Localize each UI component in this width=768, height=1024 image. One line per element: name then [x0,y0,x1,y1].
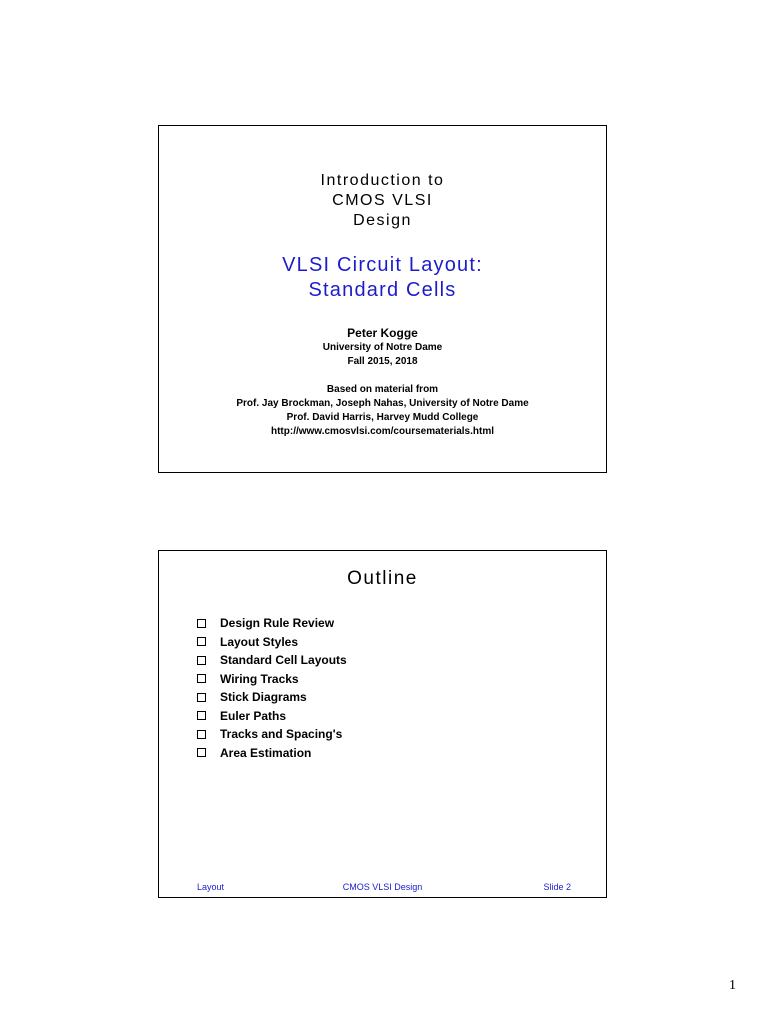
footer-course: CMOS VLSI Design [342,882,423,892]
outline-item-label: Euler Paths [220,708,287,723]
checkbox-bullet-icon [197,693,206,702]
intro-line: Introduction to [320,172,445,189]
intro-line: Design [353,212,412,229]
outline-item [197,614,347,633]
outline-item [197,707,347,726]
intro-line: CMOS VLSI [332,192,433,209]
outline-item [197,633,347,652]
outline-item-label: Wiring Tracks [220,671,299,686]
slide-title [159,253,606,303]
outline-item-label: Tracks and Spacing's [220,727,343,742]
outline-title: Outline [347,568,418,589]
footer-section: Layout [197,882,225,892]
outline-item-label: Stick Diagrams [220,690,307,705]
outline-item [197,651,347,670]
checkbox-bullet-icon [197,674,206,683]
credits [159,383,606,439]
title-line: VLSI Circuit Layout: [282,254,483,276]
course-name [159,171,606,231]
title-slide [158,125,607,473]
page-number: 1 [729,978,736,993]
outline-item [197,725,347,744]
checkbox-bullet-icon [197,656,206,665]
outline-item-label: Area Estimation [220,745,312,760]
title-line: Standard Cells [308,279,457,301]
credits-line: Based on material from [326,384,439,395]
outline-item [197,688,347,707]
credits-line: Prof. David Harris, Harvey Mudd College [286,412,479,423]
credits-line: Prof. Jay Brockman, Joseph Nahas, University of Notre Dame [236,398,529,409]
checkbox-bullet-icon [197,730,206,739]
outline-item-label: Standard Cell Layouts [220,653,347,668]
author-name: Peter Kogge [347,326,418,340]
checkbox-bullet-icon [197,711,206,720]
affiliation [159,341,606,369]
outline-item [197,744,347,763]
checkbox-bullet-icon [197,637,206,646]
credits-url: http://www.cmosvlsi.com/coursematerials.html [270,426,495,437]
outline-slide [158,550,607,898]
outline-item [197,670,347,689]
outline-item-label: Design Rule Review [220,616,335,631]
checkbox-bullet-icon [197,748,206,757]
outline-item-label: Layout Styles [220,634,299,649]
affiliation-line: Fall 2015, 2018 [347,356,418,367]
affiliation-line: University of Notre Dame [322,342,443,353]
checkbox-bullet-icon [197,619,206,628]
footer-slide-number: Slide 2 [543,882,571,892]
outline-list [197,614,347,762]
